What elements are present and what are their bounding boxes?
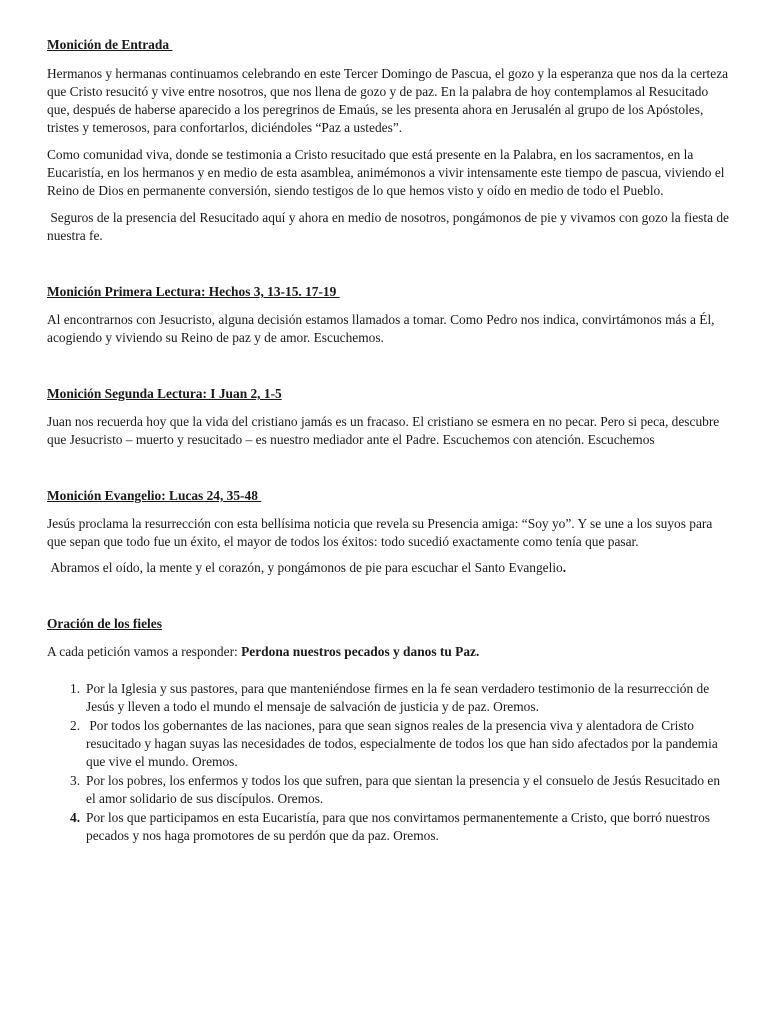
segunda-lectura-text: Juan nos recuerda hoy que la vida del cristiano jamás es un fracaso. El cristiano se esmera en no pecar. Pero si peca, descubre que Jesucristo – muerto y resucitado – es nuestro mediador ante el Padre. Escuchemos con atención. Escuchemos <box>47 414 720 447</box>
entrada-paragraph-2: Como comunidad viva, donde se testimonia a Cristo resucitado que está presente en la Palabra, en los sacramentos, en la Eucaristía, en los hermanos y en medio de esta asamblea, animémonos a vivir intensamente este tiempo de pascua, viviendo el Reino de Dios en permanente conversión, siendo testigos de lo que hemos visto y oído en medio de todo el Pueblo. <box>47 147 725 198</box>
petition-number: 4. <box>70 810 81 825</box>
evangelio-text-2-end: . <box>562 560 567 575</box>
petition-text: Por los pobres, los enfermos y todos los que sufren, para que sientan la presencia y el consuelo de Jesús Resucitado en el amor solidario de sus discípulos. Oremos. <box>86 773 721 806</box>
heading-primera-lectura: Monición Primera Lectura: Hechos 3, 13-15. 17-19 <box>47 284 340 299</box>
section-primera-lectura <box>47 283 733 347</box>
evangelio-text-1: Jesús proclama la resurrección con esta bellísima noticia que revela su Presencia amiga: “Soy yo”. Y se une a los suyos para que sepan que todo fue un éxito, el mayor de todos los éxitos: todo sucedió exactamente como tenía que pasar. <box>47 516 713 549</box>
list-item <box>47 717 733 771</box>
list-item <box>47 772 733 808</box>
entrada-paragraph-1: Hermanos y hermanas continuamos celebrando en este Tercer Domingo de Pascua, el gozo y la esperanza que nos da la certeza que Cristo resucitó y vive entre nosotros, que nos llena de gozo y de paz. En la palabra de hoy contemplamos al Resucitado que, después de haberse aparecido a los peregrinos de Emaús, se les presenta ahora en Jerusalén al grupo de los Apóstoles, tristes y temerosos, para confortarlos, diciéndoles “Paz a ustedes”. <box>47 66 729 135</box>
section-segunda-lectura <box>47 385 733 449</box>
response-text: Perdona nuestros pecados y danos tu Paz. <box>241 644 480 659</box>
petition-text: Por todos los gobernantes de las naciones, para que sean signos reales de la presencia viva y alentadora de Cristo resucitado y hagan suyas las necesidades de todos, especialmente de todos los que han sido afectados por la pandemia que vive el mundo. Oremos. <box>86 718 722 769</box>
petition-text: Por la Iglesia y sus pastores, para que manteniéndose firmes en la fe sean verdadero testimonio de la resurrección de Jesús y lleven a todo el mundo el mensaje de salvación de justicia y de paz. Oremos. <box>86 681 710 714</box>
heading-monicion-entrada: Monición de Entrada <box>47 37 173 52</box>
section-evangelio <box>47 487 733 577</box>
section-monicion-entrada <box>47 36 733 245</box>
entrada-paragraph-3: Seguros de la presencia del Resucitado aquí y ahora en medio de nosotros, pongámonos de pie y vivamos con gozo la fiesta de nuestra fe. <box>47 210 733 243</box>
evangelio-text-2-body: Abramos el oído, la mente y el corazón, y pongámonos de pie para escuchar el Santo Evangelio <box>47 560 563 575</box>
petition-text: Por los que participamos en esta Eucaristía, para que nos convirtamos permanentemente a Cristo, que borró nuestros pecados y nos haga promotores de su perdón que da paz. Oremos. <box>86 810 710 843</box>
document-page <box>47 36 733 846</box>
petitions-list <box>47 680 733 845</box>
heading-evangelio: Monición Evangelio: Lucas 24, 35-48 <box>47 488 262 503</box>
list-item <box>47 680 733 716</box>
response-line <box>47 643 733 661</box>
petition-number: 3. <box>70 773 81 788</box>
heading-oracion-fieles: Oración de los fieles <box>47 616 162 631</box>
evangelio-text-2 <box>47 559 733 577</box>
petition-number: 2. <box>70 718 81 733</box>
list-item <box>47 809 733 845</box>
section-oracion-fieles <box>47 615 733 845</box>
response-intro: A cada petición vamos a responder: <box>47 644 242 659</box>
primera-lectura-text: Al encontrarnos con Jesucristo, alguna decisión estamos llamados a tomar. Como Pedro nos indica, convirtámonos más a Él, acogiendo y viviendo su Reino de paz y de amor. Escuchemos. <box>47 312 715 345</box>
heading-segunda-lectura: Monición Segunda Lectura: I Juan 2, 1-5 <box>47 386 282 401</box>
petition-number: 1. <box>70 681 81 696</box>
